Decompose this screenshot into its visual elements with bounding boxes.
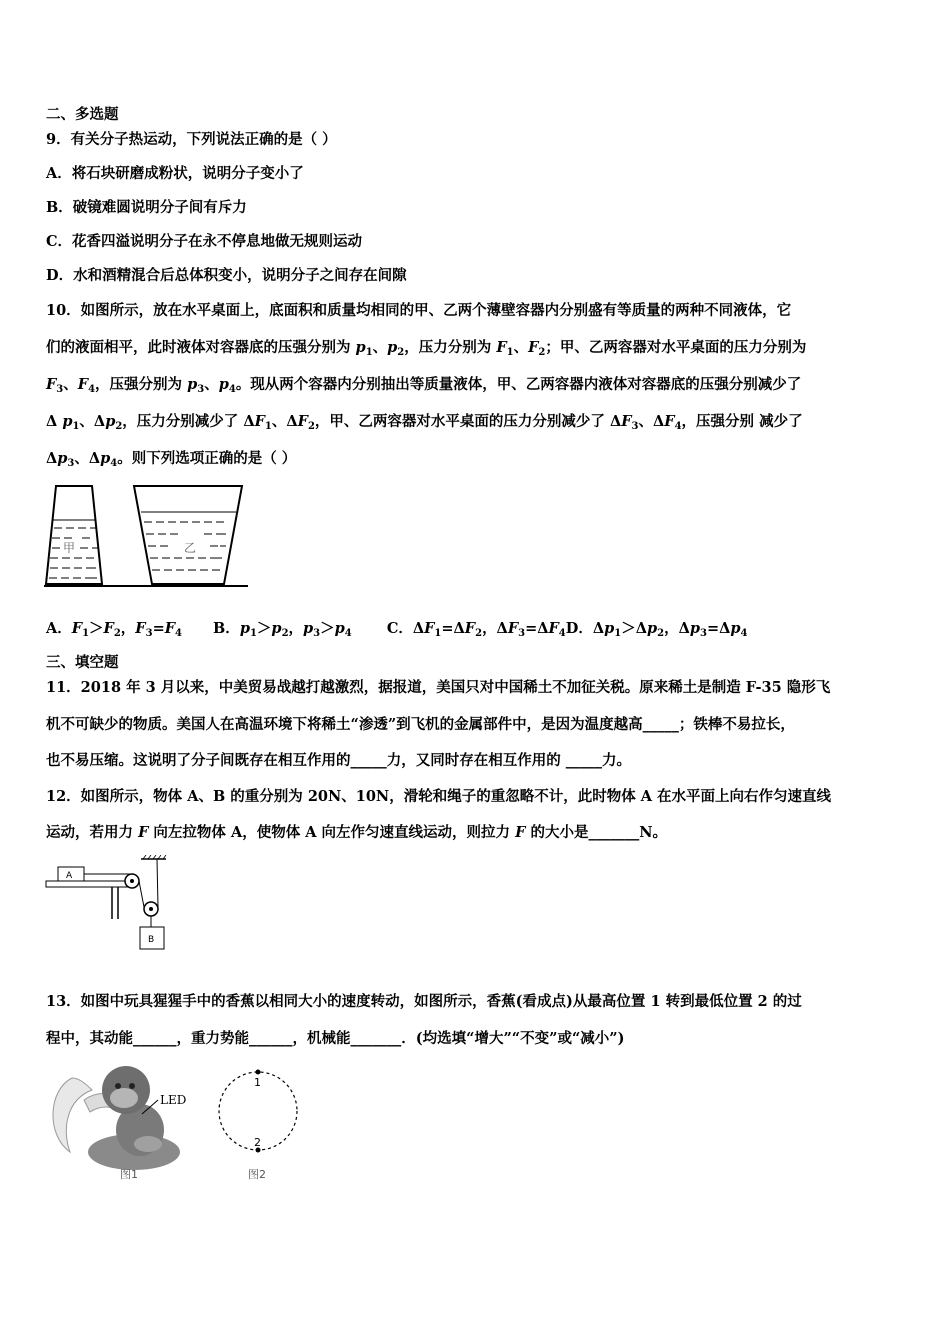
q10-option-b: B．$p_1>p_2$，$p_3>p_4$: [213, 620, 352, 639]
q9-option-b: B．破镜难圆说明分子间有斥力: [46, 199, 247, 216]
q9-option-a: A．将石块研磨成粉状，说明分子变小了: [46, 165, 304, 182]
q11-line-1: 11．2018 年 3 月以来，中美贸易战越打越激烈，据报道，美国只对中国稀土不加征关税。原来稀土是制造 F-35 隐形飞: [46, 679, 831, 696]
q9-stem: 9．有关分子热运动，下列说法正确的是（ ）: [46, 131, 337, 148]
q12-line-1: 12．如图所示，物体 A、B 的重分别为 20N、10N，滑轮和绳子的重忽略不计，此时物体 A 在水平面上向右作匀速直线: [46, 788, 832, 805]
q10-line-2: 们的液面相平，此时液体对容器底的压强分别为 $p_1$、$p_2$，压力分别为 $F_1$、$F_2$；甲、乙两容器对水平桌面的压力分别为: [46, 339, 807, 358]
q11-line-3: 也不易压缩。这说明了分子间既存在相互作用的_____力，又同时存在相互作用的 _____力。: [46, 752, 632, 769]
q10-containers-figure: [44, 482, 249, 590]
rope-down-left: [139, 881, 144, 907]
container-jia: [46, 486, 102, 584]
q13-toy-figure: [44, 1060, 204, 1185]
q9-option-d: D．水和酒精混合后总体积变小，说明分子之间存在间隙: [46, 267, 407, 284]
q13-line-1: 13．如图中玩具猩猩手中的香蕉以相同大小的速度转动，如图所示，香蕉(看成点)从最高位置 1 转到最低位置 2 的过: [46, 993, 802, 1010]
container-yi-label: 乙: [184, 541, 197, 555]
section-2-title: 二、多选题: [46, 106, 119, 123]
q12-line-2: 运动，若用力 F 向左拉物体 A，使物体 A 向左作匀速直线运动，则拉力 F 的大小是_______N。: [46, 824, 667, 841]
container-yi: [134, 486, 242, 584]
q10-line-5: $\Delta p_3$、$\Delta p_4$。则下列选项正确的是（ ）: [46, 450, 297, 469]
table-top: [46, 881, 134, 887]
q10-options: [46, 617, 747, 638]
section-3-title: 三、填空题: [46, 654, 119, 671]
q12-pulley-figure: [44, 855, 174, 951]
q9-option-c: C．花香四溢说明分子在永不停息地做无规则运动: [46, 233, 363, 250]
block-b-label: B: [148, 935, 155, 945]
q11-line-2: 机不可缺少的物质。美国人在高温环境下将稀土“渗透”到飞机的金属部件中，是因为温度越高_____；铁棒不易拉长，: [46, 716, 795, 733]
fig1-caption: 图1: [120, 1168, 138, 1181]
point-1-label: 1: [254, 1076, 261, 1089]
led-label: LED: [160, 1093, 187, 1107]
q10-option-a: A．$F_1>F_2$，$F_3=F_4$: [46, 620, 182, 639]
q10-line-4: Δ $p_1$、$\Delta p_2$，压力分别减少了 $\Delta F_1$、$\Delta F_2$，甲、乙两容器对水平桌面的压力分别减少了 $\Delta F_3$、$\Delta F_4$，压强分别 减少了: [46, 413, 803, 432]
q13-circle-figure: [212, 1064, 304, 1184]
q10-option-c: C．$\Delta F_1=\Delta F_2$，$\Delta F_3=\Delta F_4$: [386, 620, 566, 639]
rope-to-ceiling: [157, 859, 158, 907]
q10-line-3: $F_3$、$F_4$，压强分别为 $p_3$、$p_4$。现从两个容器内分别抽出等质量液体，甲、乙两容器内液体对容器底的压强分别减少了: [46, 376, 802, 395]
banana: [53, 1078, 92, 1152]
q10-line-1: 10．如图所示，放在水平桌面上，底面积和质量均相同的甲、乙两个薄壁容器内分别盛有等质量的两种不同液体，它: [46, 302, 792, 319]
fig2-caption: 图2: [248, 1168, 266, 1181]
q13-line-2: 程中，其动能______，重力势能______，机械能_______．(均选填“增大”“不变”或“减小”): [46, 1030, 625, 1047]
point-2-label: 2: [254, 1136, 261, 1149]
block-a-label: A: [66, 871, 73, 881]
monkey-foot: [134, 1136, 162, 1152]
point-1: [256, 1070, 261, 1075]
q10-option-d: D．$\Delta p_1>\Delta p_2$，$\Delta p_3=\Delta p_4$: [565, 620, 748, 639]
container-jia-label: 甲: [63, 541, 76, 555]
